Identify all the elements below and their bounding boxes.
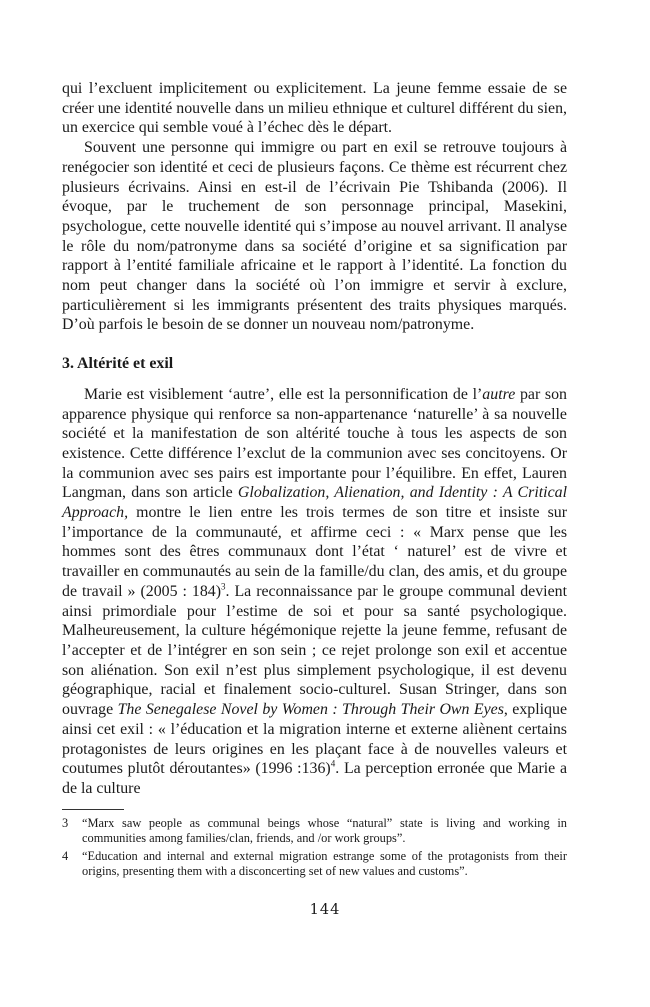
paragraph-3-part-b: par son apparence physique qui renforce sa non-appartenance ‘naturelle’ à sa nouvelle société et la manifestation de son altérité touche à tous les aspects de son existence. Cette différence l’exclut de la communion avec ses concitoyens. Or la communion avec ses pairs est importante pour l’équilibre. En effet, Lauren Langman, dans son article xyxy=(62,385,567,502)
footnote-text: “Marx saw people as communal beings whose “natural” state is living and working in communities among families/clan, friends, and /or work groups”. xyxy=(82,815,567,846)
section-heading: 3. Altérité et exil xyxy=(62,355,174,373)
italic-autre: autre xyxy=(482,385,516,403)
footnote-text: “Education and internal and external migration estrange some of the protagonists from their origins, presenting them with a disconcerting set of new values and customs”. xyxy=(82,848,567,879)
paragraph-1: qui l’excluent implicitement ou explicitement. La jeune femme essaie de se créer une identité nouvelle dans un milieu ethnique et culturel différent du sien, un exercice qui semble voué à l’échec dès le départ. xyxy=(62,80,567,137)
paragraph-3-part-e: , explique ainsi cet exil : « l’éducation et la migration interne et externe aliènent certains protagonistes de leurs origines en les plaçant face à de nouvelles valeurs et coutumes plutôt déroutantes» (1996 :136) xyxy=(62,701,567,778)
book-title-stringer: The Senegalese Novel by Women : Through Their Own Eyes xyxy=(117,701,504,719)
footnote-divider xyxy=(62,809,124,810)
paragraph-3 xyxy=(62,385,567,799)
footnote-number: 4 xyxy=(62,848,69,863)
paragraph-2: Souvent une personne qui immigre ou part en exil se retrouve toujours à renégocier son identité et ceci de plusieurs façons. Ce thème est récurrent chez plusieurs écrivains. Ainsi en est-il de l’écrivain Pie Tshibanda (2006). Il évoque, par le truchement de son personnage principal, Masekini, psychologue, cette nouvelle identité qui s’impose au nouvel arrivant. Il analyse le rôle du nom/patronyme dans sa société d’origine et sa signification par rapport à l’entité familiale africaine et le rapport à l’identité. La fonction du nom peut changer dans la société où l’on immigre et servir à exclure, particulièrement si les immigrants présentent des traits physiques marqués. D’où parfois le besoin de se donner un nouveau nom/patronyme. xyxy=(62,139,567,334)
footnote-ref-3: 3 xyxy=(221,581,226,592)
article-title-langman: Globalization, Alienation, and Identity : A Critical Approach, xyxy=(62,484,567,522)
footnote-3 xyxy=(62,816,567,847)
footnote-number: 3 xyxy=(62,815,69,830)
paragraph-3-part-c: montre le lien entre les trois termes de son titre et insiste sur l’importance de la communauté, et affirme ceci : « Marx pense que les hommes sont des êtres communaux dont l’état ‘ naturel’ est de vivre et travailler en communautés au sein de la famille/du clan, des amis, et du groupe de travail » (2005 : 184) xyxy=(62,504,567,600)
footnote-ref-4: 4 xyxy=(330,758,336,769)
paragraph-3-part-d: . La reconnaissance par le groupe communal devient ainsi primordiale pour l’estime de soi et pour sa santé psychologique. Malheureusement, la culture hégémonique rejette la jeune femme, refusant de l’accepter et de l’intégrer en son sein ; ce rejet prolonge son exil et accentue son aliénation. Son exil n’est plus simplement psychologique, il est devenu géographique, racial et finalement socio-culturel. Susan Stringer, dans son ouvrage xyxy=(62,582,567,719)
footnote-4 xyxy=(62,849,567,880)
page-body xyxy=(62,79,567,882)
paragraph-3-part-a: Marie est visiblement ‘autre’, elle est la personnification de l’ xyxy=(84,385,483,403)
page-number: 144 xyxy=(309,902,341,918)
paragraph-3-part-f: . La perception erronée que Marie a de la culture xyxy=(62,760,568,797)
